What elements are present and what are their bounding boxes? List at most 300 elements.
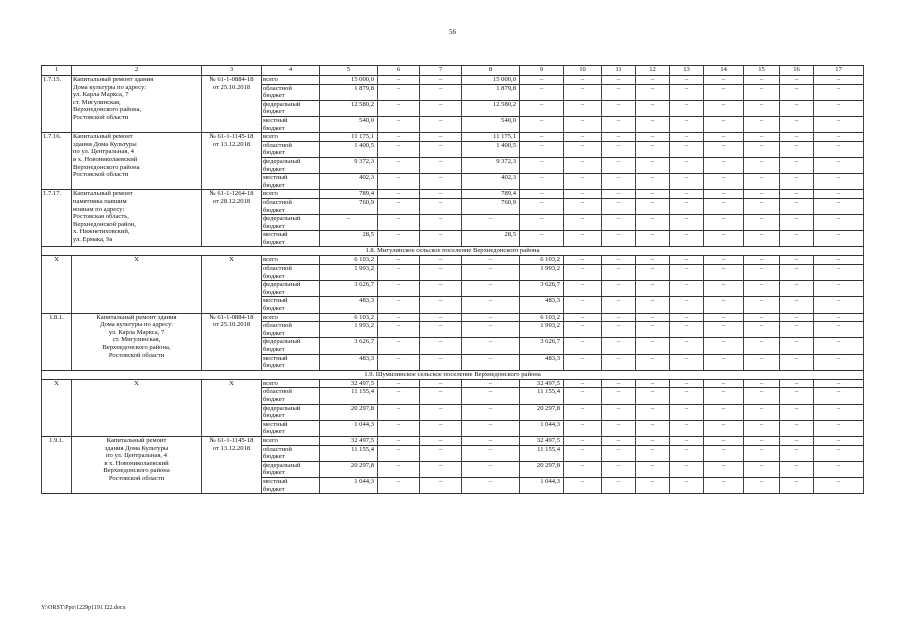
budget-type-regional: областной бюджет	[262, 445, 320, 461]
value-col16: –	[780, 404, 814, 420]
budget-type-total: всего	[262, 379, 320, 388]
value-col10: –	[564, 84, 602, 100]
value-col10: –	[564, 281, 602, 297]
value-col10: –	[564, 445, 602, 461]
value-col14: –	[704, 281, 744, 297]
value-col17: –	[814, 133, 864, 142]
value-col12: –	[636, 379, 670, 388]
value-col13: –	[670, 141, 704, 157]
item-number: Х	[42, 256, 72, 313]
value-col13: –	[670, 388, 704, 404]
value-col7: –	[420, 141, 462, 157]
footer-file-path: Y:\ORST\Ppo\1229p1191 f22.docx	[41, 605, 126, 611]
value-col13: –	[670, 116, 704, 132]
value-col10: –	[564, 477, 602, 493]
value-col14: –	[704, 354, 744, 370]
value-col7: –	[420, 404, 462, 420]
value-col7: –	[420, 174, 462, 190]
value-col13: –	[670, 265, 704, 281]
value-col7: –	[420, 76, 462, 85]
item-name: Капитальный ремонт здания Дома Культуры по ул. Центральная, 4 в х. Новониколаевский Верхнедонского района Ростовской области	[72, 436, 202, 493]
value-col11: –	[602, 157, 636, 173]
value-col7: –	[420, 436, 462, 445]
budget-type-total: всего	[262, 256, 320, 265]
value-col16: –	[780, 297, 814, 313]
budget-table	[41, 65, 864, 494]
value-col16: –	[780, 198, 814, 214]
block-0-row-total	[42, 76, 864, 85]
value-col9: 1 044,3	[520, 477, 564, 493]
budget-type-local: местный бюджет	[262, 477, 320, 493]
budget-type-local: местный бюджет	[262, 231, 320, 247]
value-col14: –	[704, 157, 744, 173]
value-col12: –	[636, 157, 670, 173]
value-col11: –	[602, 141, 636, 157]
value-col8: –	[462, 477, 520, 493]
value-col11: –	[602, 313, 636, 322]
value-col16: –	[780, 354, 814, 370]
value-col9: 1 044,3	[520, 420, 564, 436]
item-document: № 61-1-0884-18 от 25.10.2018	[202, 76, 262, 133]
value-col17: –	[814, 84, 864, 100]
value-col14: –	[704, 338, 744, 354]
column-number-11: 11	[602, 66, 636, 76]
value-col10: –	[564, 388, 602, 404]
budget-type-total: всего	[262, 313, 320, 322]
value-col16: –	[780, 100, 814, 116]
block-2-row-total	[42, 190, 864, 199]
value-col6: –	[378, 404, 420, 420]
value-col11: –	[602, 281, 636, 297]
value-col17: –	[814, 157, 864, 173]
item-number: Х	[42, 379, 72, 436]
value-col8: –	[462, 322, 520, 338]
value-col16: –	[780, 313, 814, 322]
value-col17: –	[814, 297, 864, 313]
value-col6: –	[378, 379, 420, 388]
value-col14: –	[704, 477, 744, 493]
item-document: Х	[202, 379, 262, 436]
value-col5: 1 879,8	[320, 84, 378, 100]
value-col14: –	[704, 256, 744, 265]
section-title: 1.9. Шумилинское сельское поселение Верхнедонского района	[42, 370, 864, 379]
value-col5: 28,5	[320, 231, 378, 247]
value-col14: –	[704, 445, 744, 461]
value-col10: –	[564, 265, 602, 281]
value-col11: –	[602, 133, 636, 142]
value-col5: 32 497,5	[320, 436, 378, 445]
value-col13: –	[670, 190, 704, 199]
value-col14: –	[704, 174, 744, 190]
value-col8: 540,0	[462, 116, 520, 132]
value-col11: –	[602, 256, 636, 265]
value-col7: –	[420, 297, 462, 313]
value-col9: 6 103,2	[520, 256, 564, 265]
item-document: № 61-1-1264-18 от 28.12.2018	[202, 190, 262, 247]
value-col13: –	[670, 461, 704, 477]
value-col10: –	[564, 461, 602, 477]
value-col17: –	[814, 354, 864, 370]
budget-type-federal: федеральный бюджет	[262, 157, 320, 173]
value-col6: –	[378, 338, 420, 354]
value-col8: –	[462, 281, 520, 297]
value-col8: –	[462, 420, 520, 436]
value-col11: –	[602, 231, 636, 247]
item-1-8-1-row-total	[42, 313, 864, 322]
value-col7: –	[420, 313, 462, 322]
item-name: Х	[72, 379, 202, 436]
value-col9: –	[520, 190, 564, 199]
value-col17: –	[814, 76, 864, 85]
value-col6: –	[378, 445, 420, 461]
column-number-10: 10	[564, 66, 602, 76]
value-col5: 9 372,3	[320, 157, 378, 173]
value-col12: –	[636, 84, 670, 100]
value-col15: –	[744, 116, 780, 132]
column-number-row	[42, 66, 864, 76]
value-col5: 789,4	[320, 190, 378, 199]
value-col16: –	[780, 477, 814, 493]
value-col13: –	[670, 100, 704, 116]
value-col5: 1 993,2	[320, 265, 378, 281]
column-number-8: 8	[462, 66, 520, 76]
value-col15: –	[744, 198, 780, 214]
value-col12: –	[636, 297, 670, 313]
value-col12: –	[636, 215, 670, 231]
budget-type-local: местный бюджет	[262, 420, 320, 436]
value-col5: 11 155,4	[320, 445, 378, 461]
value-col11: –	[602, 354, 636, 370]
value-col10: –	[564, 354, 602, 370]
value-col13: –	[670, 404, 704, 420]
budget-type-regional: областной бюджет	[262, 198, 320, 214]
value-col12: –	[636, 445, 670, 461]
value-col7: –	[420, 354, 462, 370]
item-number: 1.9.1.	[42, 436, 72, 493]
value-col17: –	[814, 281, 864, 297]
value-col5: 11 155,4	[320, 388, 378, 404]
value-col5: 20 297,8	[320, 461, 378, 477]
value-col15: –	[744, 281, 780, 297]
value-col9: –	[520, 84, 564, 100]
value-col8: –	[462, 338, 520, 354]
value-col12: –	[636, 281, 670, 297]
value-col16: –	[780, 157, 814, 173]
budget-type-federal: федеральный бюджет	[262, 215, 320, 231]
column-number-2: 2	[72, 66, 202, 76]
value-col11: –	[602, 388, 636, 404]
column-number-17: 17	[814, 66, 864, 76]
value-col17: –	[814, 116, 864, 132]
value-col10: –	[564, 215, 602, 231]
value-col17: –	[814, 313, 864, 322]
value-col9: –	[520, 157, 564, 173]
value-col9: 1 993,2	[520, 265, 564, 281]
value-col7: –	[420, 445, 462, 461]
value-col8: 28,5	[462, 231, 520, 247]
value-col13: –	[670, 445, 704, 461]
value-col8: –	[462, 215, 520, 231]
column-number-16: 16	[780, 66, 814, 76]
value-col6: –	[378, 174, 420, 190]
value-col10: –	[564, 198, 602, 214]
value-col9: –	[520, 231, 564, 247]
value-col17: –	[814, 388, 864, 404]
value-col8: –	[462, 256, 520, 265]
value-col8: –	[462, 445, 520, 461]
value-col15: –	[744, 100, 780, 116]
value-col11: –	[602, 461, 636, 477]
budget-type-federal: федеральный бюджет	[262, 338, 320, 354]
value-col6: –	[378, 461, 420, 477]
value-col11: –	[602, 84, 636, 100]
value-col11: –	[602, 477, 636, 493]
value-col16: –	[780, 265, 814, 281]
value-col16: –	[780, 215, 814, 231]
value-col9: 483,3	[520, 354, 564, 370]
value-col6: –	[378, 198, 420, 214]
column-number-4: 4	[262, 66, 320, 76]
value-col13: –	[670, 256, 704, 265]
value-col7: –	[420, 84, 462, 100]
value-col8: –	[462, 297, 520, 313]
value-col11: –	[602, 445, 636, 461]
value-col16: –	[780, 190, 814, 199]
value-col9: –	[520, 133, 564, 142]
value-col8: 12 580,2	[462, 100, 520, 116]
value-col8: 789,4	[462, 190, 520, 199]
value-col15: –	[744, 157, 780, 173]
value-col7: –	[420, 198, 462, 214]
value-col5: 402,3	[320, 174, 378, 190]
value-col15: –	[744, 461, 780, 477]
value-col14: –	[704, 76, 744, 85]
value-col17: –	[814, 215, 864, 231]
value-col17: –	[814, 436, 864, 445]
value-col8: –	[462, 436, 520, 445]
value-col17: –	[814, 338, 864, 354]
value-col11: –	[602, 379, 636, 388]
value-col13: –	[670, 477, 704, 493]
value-col11: –	[602, 338, 636, 354]
value-col11: –	[602, 322, 636, 338]
budget-type-federal: федеральный бюджет	[262, 281, 320, 297]
item-number: 1.7.17.	[42, 190, 72, 247]
value-col16: –	[780, 174, 814, 190]
item-document: № 61-1-1145-18 от 13.12.2018	[202, 436, 262, 493]
value-col9: –	[520, 100, 564, 116]
value-col12: –	[636, 133, 670, 142]
column-number-6: 6	[378, 66, 420, 76]
value-col14: –	[704, 265, 744, 281]
budget-type-total: всего	[262, 76, 320, 85]
value-col12: –	[636, 354, 670, 370]
value-col13: –	[670, 157, 704, 173]
value-col14: –	[704, 215, 744, 231]
value-col6: –	[378, 322, 420, 338]
value-col13: –	[670, 198, 704, 214]
value-col10: –	[564, 116, 602, 132]
value-col10: –	[564, 404, 602, 420]
value-col13: –	[670, 215, 704, 231]
value-col5: 6 103,2	[320, 313, 378, 322]
value-col15: –	[744, 190, 780, 199]
value-col5: 1 400,5	[320, 141, 378, 157]
value-col14: –	[704, 388, 744, 404]
value-col6: –	[378, 133, 420, 142]
value-col17: –	[814, 379, 864, 388]
value-col6: –	[378, 215, 420, 231]
value-col7: –	[420, 133, 462, 142]
section-1-8-summary-row-total	[42, 256, 864, 265]
value-col11: –	[602, 76, 636, 85]
value-col14: –	[704, 420, 744, 436]
budget-type-regional: областной бюджет	[262, 141, 320, 157]
value-col13: –	[670, 313, 704, 322]
value-col9: –	[520, 76, 564, 85]
value-col10: –	[564, 100, 602, 116]
value-col15: –	[744, 436, 780, 445]
value-col5: 540,0	[320, 116, 378, 132]
value-col16: –	[780, 84, 814, 100]
value-col7: –	[420, 100, 462, 116]
value-col12: –	[636, 265, 670, 281]
value-col13: –	[670, 231, 704, 247]
value-col5: 6 103,2	[320, 256, 378, 265]
value-col5: 32 497,5	[320, 379, 378, 388]
value-col6: –	[378, 84, 420, 100]
value-col6: –	[378, 281, 420, 297]
value-col15: –	[744, 322, 780, 338]
value-col16: –	[780, 116, 814, 132]
value-col14: –	[704, 198, 744, 214]
value-col15: –	[744, 76, 780, 85]
value-col11: –	[602, 174, 636, 190]
value-col16: –	[780, 388, 814, 404]
value-col13: –	[670, 322, 704, 338]
value-col7: –	[420, 477, 462, 493]
value-col6: –	[378, 354, 420, 370]
value-col13: –	[670, 379, 704, 388]
value-col9: –	[520, 215, 564, 231]
value-col11: –	[602, 420, 636, 436]
value-col9: 11 155,4	[520, 388, 564, 404]
value-col6: –	[378, 141, 420, 157]
value-col12: –	[636, 256, 670, 265]
value-col7: –	[420, 215, 462, 231]
value-col15: –	[744, 174, 780, 190]
value-col5: 11 175,1	[320, 133, 378, 142]
item-1-9-1-row-total	[42, 436, 864, 445]
value-col15: –	[744, 84, 780, 100]
value-col8: –	[462, 265, 520, 281]
value-col9: 1 993,2	[520, 322, 564, 338]
column-number-15: 15	[744, 66, 780, 76]
value-col16: –	[780, 420, 814, 436]
value-col16: –	[780, 256, 814, 265]
value-col13: –	[670, 281, 704, 297]
value-col9: 20 297,8	[520, 461, 564, 477]
value-col11: –	[602, 190, 636, 199]
value-col6: –	[378, 420, 420, 436]
column-number-13: 13	[670, 66, 704, 76]
value-col15: –	[744, 388, 780, 404]
value-col8: –	[462, 404, 520, 420]
value-col6: –	[378, 313, 420, 322]
value-col13: –	[670, 297, 704, 313]
value-col6: –	[378, 436, 420, 445]
value-col14: –	[704, 322, 744, 338]
value-col11: –	[602, 404, 636, 420]
value-col15: –	[744, 133, 780, 142]
section-1-9-summary-row-total	[42, 379, 864, 388]
value-col16: –	[780, 322, 814, 338]
value-col16: –	[780, 338, 814, 354]
value-col12: –	[636, 461, 670, 477]
value-col6: –	[378, 231, 420, 247]
value-col17: –	[814, 231, 864, 247]
value-col8: 1 879,8	[462, 84, 520, 100]
budget-type-local: местный бюджет	[262, 354, 320, 370]
value-col14: –	[704, 461, 744, 477]
value-col15: –	[744, 379, 780, 388]
value-col6: –	[378, 100, 420, 116]
value-col11: –	[602, 116, 636, 132]
value-col17: –	[814, 190, 864, 199]
value-col16: –	[780, 461, 814, 477]
value-col7: –	[420, 256, 462, 265]
value-col12: –	[636, 116, 670, 132]
column-number-3: 3	[202, 66, 262, 76]
budget-type-local: местный бюджет	[262, 174, 320, 190]
value-col8: 760,9	[462, 198, 520, 214]
item-name: Х	[72, 256, 202, 313]
value-col10: –	[564, 76, 602, 85]
value-col17: –	[814, 477, 864, 493]
value-col7: –	[420, 116, 462, 132]
value-col8: –	[462, 313, 520, 322]
item-document: № 61-1-0884-18 от 25.10.2018	[202, 313, 262, 370]
column-number-1: 1	[42, 66, 72, 76]
value-col7: –	[420, 322, 462, 338]
value-col7: –	[420, 388, 462, 404]
value-col16: –	[780, 141, 814, 157]
value-col15: –	[744, 141, 780, 157]
budget-type-regional: областной бюджет	[262, 388, 320, 404]
value-col7: –	[420, 338, 462, 354]
value-col11: –	[602, 297, 636, 313]
value-col14: –	[704, 231, 744, 247]
value-col9: 483,3	[520, 297, 564, 313]
value-col12: –	[636, 198, 670, 214]
budget-type-federal: федеральный бюджет	[262, 461, 320, 477]
value-col6: –	[378, 157, 420, 173]
value-col10: –	[564, 322, 602, 338]
value-col12: –	[636, 190, 670, 199]
value-col10: –	[564, 190, 602, 199]
budget-type-total: всего	[262, 436, 320, 445]
value-col8: –	[462, 461, 520, 477]
value-col14: –	[704, 100, 744, 116]
value-col6: –	[378, 76, 420, 85]
value-col14: –	[704, 436, 744, 445]
value-col9: –	[520, 198, 564, 214]
item-document: Х	[202, 256, 262, 313]
value-col11: –	[602, 436, 636, 445]
value-col7: –	[420, 461, 462, 477]
value-col5: 483,3	[320, 354, 378, 370]
item-name: Капитальный ремонт памятника павшим воинам по адресу: Ростовская область, Верхнедонской район, х. Нижнетиховский, ул. Ермака, 9а	[72, 190, 202, 247]
